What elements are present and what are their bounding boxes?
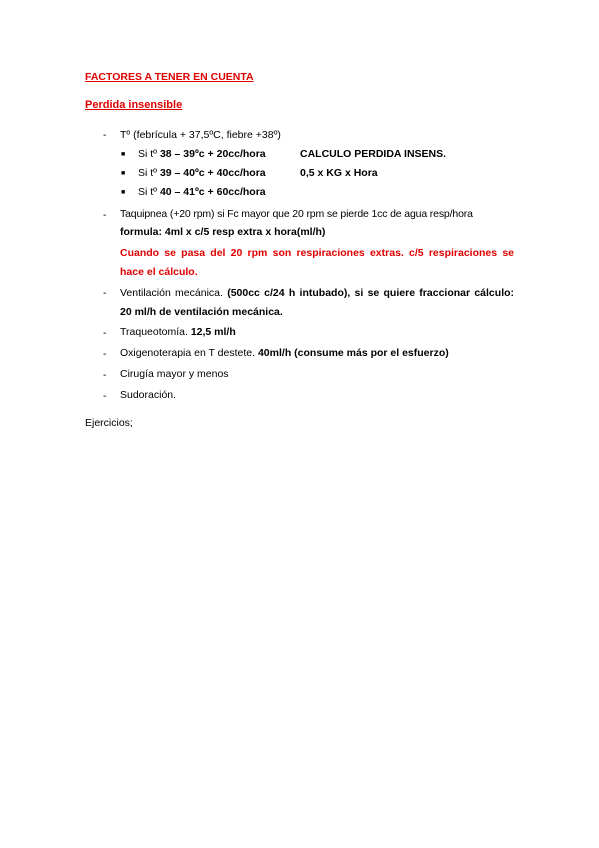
cirugia-text: Cirugía mayor y menos: [120, 368, 229, 380]
taquipnea-formula: formula: 4ml x c/5 resp extra x hora(ml/h): [120, 226, 326, 238]
subsection-title: Perdida insensible: [85, 99, 183, 111]
taquipnea-note: Cuando se pasa del 20 rpm son respiraciones extras. c/5 respiraciones se hace el cálculo.: [120, 247, 514, 278]
calc-formula: 0,5 x KG x Hora: [300, 167, 378, 179]
bullet-icon: ■: [121, 189, 126, 196]
temp-row-1: Si tº 38 – 39ºc + 20cc/hora: [138, 148, 266, 160]
ejercicios-label: Ejercicios;: [85, 417, 133, 429]
list-dash: -: [103, 287, 107, 299]
taquipnea-text: Taquipnea (+20 rpm) si Fc mayor que 20 rpm se pierde 1cc de agua resp/hora: [120, 208, 473, 220]
oxigenoterapia-text: Oxigenoterapia en T destete. 40ml/h (consume más por el esfuerzo): [120, 347, 449, 359]
temp-row-3: Si tº 40 – 41ºc + 60cc/hora: [138, 186, 266, 198]
list-dash: -: [103, 209, 107, 221]
temp-intro: Tº (febrícula + 37,5ºC, fiebre +38º): [120, 129, 281, 141]
bullet-icon: ■: [121, 151, 126, 158]
section-title: FACTORES A TENER EN CUENTA: [85, 71, 254, 83]
traqueotomia-text: Traqueotomía. 12,5 ml/h: [120, 326, 236, 338]
list-dash: -: [103, 390, 107, 402]
list-dash: -: [103, 369, 107, 381]
list-dash: -: [103, 348, 107, 360]
list-dash: -: [103, 327, 107, 339]
bullet-icon: ■: [121, 170, 126, 177]
sudoracion-text: Sudoración.: [120, 389, 177, 401]
temp-row-2: Si tº 39 – 40ºc + 40cc/hora: [138, 167, 266, 179]
list-dash: -: [103, 129, 107, 141]
calc-title: CALCULO PERDIDA INSENS.: [300, 148, 447, 160]
ventilacion-text: Ventilación mecánica. (500cc c/24 h intubado), si se quiere fraccionar cálculo: 20 ml/h de ventilación mecánica.: [120, 287, 515, 318]
